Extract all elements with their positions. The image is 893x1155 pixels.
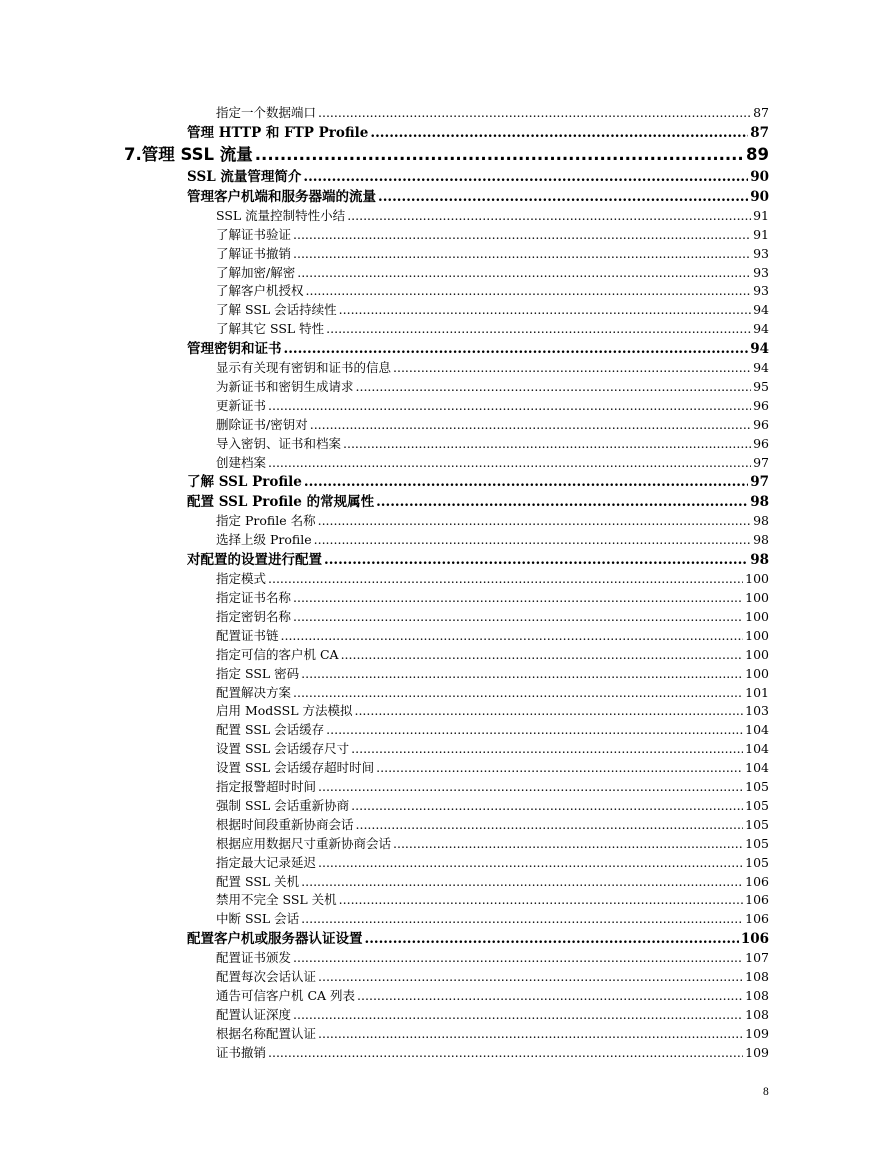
toc-entry[interactable] (187, 187, 769, 207)
toc-dot-leader (365, 929, 739, 949)
toc-entry[interactable] (216, 835, 769, 854)
toc-entry[interactable] (216, 104, 769, 123)
toc-entry[interactable] (216, 721, 769, 740)
toc-entry-page: 105 (743, 835, 769, 854)
toc-entry[interactable] (216, 359, 769, 378)
toc-entry-page: 94 (751, 320, 769, 339)
toc-entry-title: 配置认证深度 (216, 1006, 293, 1025)
toc-entry-title: 根据名称配置认证 (216, 1025, 318, 1044)
toc-dot-leader (303, 167, 748, 187)
toc-entry[interactable] (216, 282, 769, 301)
toc-dot-leader (326, 721, 743, 740)
toc-dot-leader (284, 339, 749, 359)
toc-entry-page: 93 (751, 245, 769, 264)
toc-entry[interactable] (216, 301, 769, 320)
toc-dot-leader (354, 702, 743, 721)
toc-entry-title: 指定一个数据端口 (216, 104, 318, 123)
toc-entry-title: 通告可信客户机 CA 列表 (216, 987, 357, 1006)
toc-entry[interactable] (187, 492, 769, 512)
toc-entry-title: 导入密钥、证书和档案 (216, 435, 343, 454)
page-number: 8 (763, 1086, 769, 1098)
toc-entry-page: 98 (750, 552, 769, 569)
toc-entry-title: 显示有关现有密钥和证书的信息 (216, 359, 393, 378)
toc-entry[interactable] (216, 797, 769, 816)
toc-entry[interactable] (216, 646, 769, 665)
toc-entry[interactable] (216, 397, 769, 416)
toc-entry-title: 删除证书/密钥对 (216, 416, 310, 435)
toc-entry-title: 配置证书链 (216, 627, 281, 646)
toc-entry[interactable] (216, 816, 769, 835)
toc-entry[interactable] (216, 854, 769, 873)
toc-entry[interactable] (216, 378, 769, 397)
toc-entry-page: 108 (743, 968, 769, 987)
toc-entry[interactable] (216, 1006, 769, 1025)
toc-entry[interactable] (187, 167, 769, 187)
toc-entry-title: 对配置的设置进行配置 (187, 552, 322, 569)
toc-entry-title: 了解 SSL 会话持续性 (216, 301, 339, 320)
toc-entry-page: 95 (751, 378, 769, 397)
toc-entry-title: 指定 Profile 名称 (216, 512, 318, 531)
toc-dot-leader (293, 949, 743, 968)
toc-entry[interactable] (216, 454, 769, 473)
toc-entry[interactable] (216, 531, 769, 550)
toc-dot-leader (351, 797, 743, 816)
toc-entry-page: 100 (743, 589, 769, 608)
toc-entry-title: 配置客户机或服务器认证设置 (187, 931, 363, 948)
toc-dot-leader (297, 264, 751, 283)
toc-entry-page: 105 (743, 778, 769, 797)
toc-entry-title: 指定最大记录延迟 (216, 854, 318, 873)
toc-entry-title: 指定报警超时时间 (216, 778, 318, 797)
toc-entry-title: 指定模式 (216, 570, 268, 589)
toc-entry-title: 了解证书撤销 (216, 245, 293, 264)
toc-entry-page: 94 (751, 301, 769, 320)
toc-entry-page: 96 (751, 416, 769, 435)
toc-entry-page: 106 (743, 873, 769, 892)
toc-entry-title: 选择上级 Profile (216, 531, 314, 550)
toc-entry-title: 配置 SSL 关机 (216, 873, 301, 892)
toc-dot-leader (318, 968, 743, 987)
toc-entry-page: 106 (743, 910, 769, 929)
toc-entry-page: 101 (743, 684, 769, 703)
toc-entry-page: 104 (743, 759, 769, 778)
toc-entry[interactable] (216, 968, 769, 987)
toc-entry[interactable] (216, 891, 769, 910)
toc-entry-page: 87 (750, 124, 769, 141)
toc-entry-title: 强制 SSL 会话重新协商 (216, 797, 351, 816)
toc-dot-leader (301, 910, 743, 929)
toc-dot-leader (324, 550, 748, 570)
toc-dot-leader (341, 646, 744, 665)
toc-dot-leader (268, 397, 751, 416)
toc-dot-leader (376, 492, 748, 512)
toc-entry-title: SSL 流量控制特性小结 (216, 207, 347, 226)
toc-entry[interactable] (216, 1044, 769, 1063)
toc-dot-leader (301, 665, 743, 684)
toc-dot-leader (376, 759, 743, 778)
toc-dot-leader (293, 245, 751, 264)
toc-entry[interactable] (216, 987, 769, 1006)
toc-entry-page: 89 (744, 143, 769, 167)
toc-entry-title: 为新证书和密钥生成请求 (216, 378, 356, 397)
toc-entry-page: 108 (743, 1006, 769, 1025)
toc-dot-leader (351, 740, 743, 759)
toc-dot-leader (356, 816, 744, 835)
toc-entry[interactable] (216, 740, 769, 759)
toc-entry-page: 100 (743, 608, 769, 627)
toc-entry-title: 证书撤销 (216, 1044, 268, 1063)
toc-dot-leader (293, 1006, 743, 1025)
toc-entry-title: 设置 SSL 会话缓存尺寸 (216, 740, 351, 759)
toc-entry[interactable] (216, 512, 769, 531)
toc-dot-leader (281, 627, 744, 646)
toc-dot-leader (393, 359, 751, 378)
toc-entry-page: 96 (751, 435, 769, 454)
toc-entry-title: 设置 SSL 会话缓存超时时间 (216, 759, 376, 778)
toc-dot-leader (255, 143, 744, 167)
toc-entry[interactable] (216, 589, 769, 608)
toc-entry-page: 98 (751, 531, 769, 550)
toc-entry-title: 了解其它 SSL 特性 (216, 320, 326, 339)
toc-entry-page: 104 (743, 740, 769, 759)
toc-entry-page: 93 (751, 282, 769, 301)
toc-entry-title: 配置 SSL 会话缓存 (216, 721, 326, 740)
toc-entry[interactable] (216, 684, 769, 703)
toc-entry-title: 指定密钥名称 (216, 608, 293, 627)
toc-entry-page: 94 (750, 341, 769, 358)
toc-entry[interactable] (187, 339, 769, 359)
toc-dot-leader (318, 1025, 743, 1044)
toc-entry-title: 了解证书验证 (216, 226, 293, 245)
toc-entry[interactable] (216, 665, 769, 684)
toc-entry[interactable] (187, 550, 769, 570)
toc-dot-leader (393, 835, 743, 854)
toc-entry-title: SSL 流量管理简介 (187, 168, 302, 185)
toc-entry-page: 94 (751, 359, 769, 378)
toc-entry-title: 配置每次会话认证 (216, 968, 318, 987)
toc-entry[interactable] (124, 143, 769, 167)
toc-entry-page: 105 (743, 854, 769, 873)
toc-entry-page: 97 (751, 454, 769, 473)
toc-entry-page: 107 (743, 949, 769, 968)
toc-dot-leader (370, 123, 748, 143)
toc-entry[interactable] (216, 873, 769, 892)
table-of-contents (0, 104, 893, 1063)
toc-dot-leader (356, 378, 752, 397)
toc-entry-title: 了解加密/解密 (216, 264, 297, 283)
toc-entry-page: 100 (743, 665, 769, 684)
toc-entry-page: 98 (751, 512, 769, 531)
toc-dot-leader (310, 416, 751, 435)
toc-entry-page: 100 (743, 646, 769, 665)
toc-entry[interactable] (216, 207, 769, 226)
toc-entry[interactable] (216, 264, 769, 283)
toc-entry[interactable] (216, 759, 769, 778)
toc-entry[interactable] (216, 627, 769, 646)
toc-dot-leader (378, 187, 748, 207)
toc-entry-title: 创建档案 (216, 454, 268, 473)
toc-entry[interactable] (187, 472, 769, 492)
toc-entry-page: 109 (743, 1025, 769, 1044)
toc-dot-leader (339, 891, 743, 910)
toc-entry-page: 100 (743, 570, 769, 589)
toc-entry-title: 配置证书颁发 (216, 949, 293, 968)
toc-entry[interactable] (216, 570, 769, 589)
toc-dot-leader (318, 104, 751, 123)
toc-entry[interactable] (216, 702, 769, 721)
toc-dot-leader (293, 608, 743, 627)
toc-entry[interactable] (216, 1025, 769, 1044)
toc-entry[interactable] (216, 226, 769, 245)
toc-entry-page: 108 (743, 987, 769, 1006)
toc-entry-title: 管理 HTTP 和 FTP Profile (187, 124, 369, 141)
toc-entry[interactable] (216, 435, 769, 454)
toc-entry[interactable] (216, 949, 769, 968)
toc-entry-title: 禁用不完全 SSL 关机 (216, 891, 339, 910)
toc-entry-page: 91 (751, 207, 769, 226)
toc-entry[interactable] (216, 320, 769, 339)
toc-entry-page: 105 (743, 816, 769, 835)
toc-entry-page: 90 (750, 168, 769, 185)
toc-entry-page: 103 (743, 702, 769, 721)
toc-dot-leader (268, 1044, 743, 1063)
toc-entry-title: 根据时间段重新协商会话 (216, 816, 356, 835)
toc-entry-title: 指定证书名称 (216, 589, 293, 608)
toc-dot-leader (293, 684, 743, 703)
toc-entry-title: 配置解决方案 (216, 684, 293, 703)
toc-dot-leader (314, 531, 751, 550)
toc-entry[interactable] (187, 929, 769, 949)
toc-entry-title: 了解客户机授权 (216, 282, 306, 301)
toc-dot-leader (326, 320, 751, 339)
toc-dot-leader (357, 987, 743, 1006)
toc-entry-title: 管理客户机端和服务器端的流量 (187, 188, 376, 205)
toc-dot-leader (318, 778, 743, 797)
toc-entry-title: 管理密钥和证书 (187, 341, 282, 358)
toc-entry-title: 了解 SSL Profile (187, 474, 302, 491)
toc-entry-page: 96 (751, 397, 769, 416)
toc-entry[interactable] (216, 608, 769, 627)
toc-dot-leader (304, 472, 748, 492)
toc-entry-title: 更新证书 (216, 397, 268, 416)
toc-entry-title: 根据应用数据尺寸重新协商会话 (216, 835, 393, 854)
toc-dot-leader (318, 512, 752, 531)
toc-entry-title: 指定 SSL 密码 (216, 665, 301, 684)
toc-dot-leader (339, 301, 751, 320)
toc-entry-page: 109 (743, 1044, 769, 1063)
toc-entry[interactable] (216, 910, 769, 929)
toc-entry[interactable] (216, 416, 769, 435)
toc-entry-page: 91 (751, 226, 769, 245)
toc-entry-title: 中断 SSL 会话 (216, 910, 301, 929)
toc-entry-page: 90 (750, 188, 769, 205)
toc-entry-title: 7.管理 SSL 流量 (124, 143, 255, 167)
toc-dot-leader (293, 589, 743, 608)
toc-entry-page: 105 (743, 797, 769, 816)
toc-dot-leader (293, 226, 751, 245)
toc-entry[interactable] (216, 778, 769, 797)
toc-dot-leader (347, 207, 751, 226)
toc-entry-page: 98 (750, 494, 769, 511)
toc-dot-leader (268, 570, 743, 589)
toc-entry-title: 配置 SSL Profile 的常规属性 (187, 494, 375, 511)
toc-entry-page: 106 (740, 931, 769, 948)
toc-entry-page: 93 (751, 264, 769, 283)
toc-dot-leader (343, 435, 751, 454)
toc-entry[interactable] (216, 245, 769, 264)
toc-dot-leader (268, 454, 751, 473)
toc-entry[interactable] (187, 123, 769, 143)
toc-dot-leader (306, 282, 752, 301)
toc-dot-leader (301, 873, 743, 892)
toc-entry-page: 100 (743, 627, 769, 646)
toc-entry-page: 104 (743, 721, 769, 740)
toc-entry-page: 87 (751, 104, 769, 123)
toc-dot-leader (318, 854, 743, 873)
toc-entry-page: 106 (743, 891, 769, 910)
toc-entry-page: 97 (750, 474, 769, 491)
toc-entry-title: 启用 ModSSL 方法模拟 (216, 702, 354, 721)
toc-entry-title: 指定可信的客户机 CA (216, 646, 341, 665)
